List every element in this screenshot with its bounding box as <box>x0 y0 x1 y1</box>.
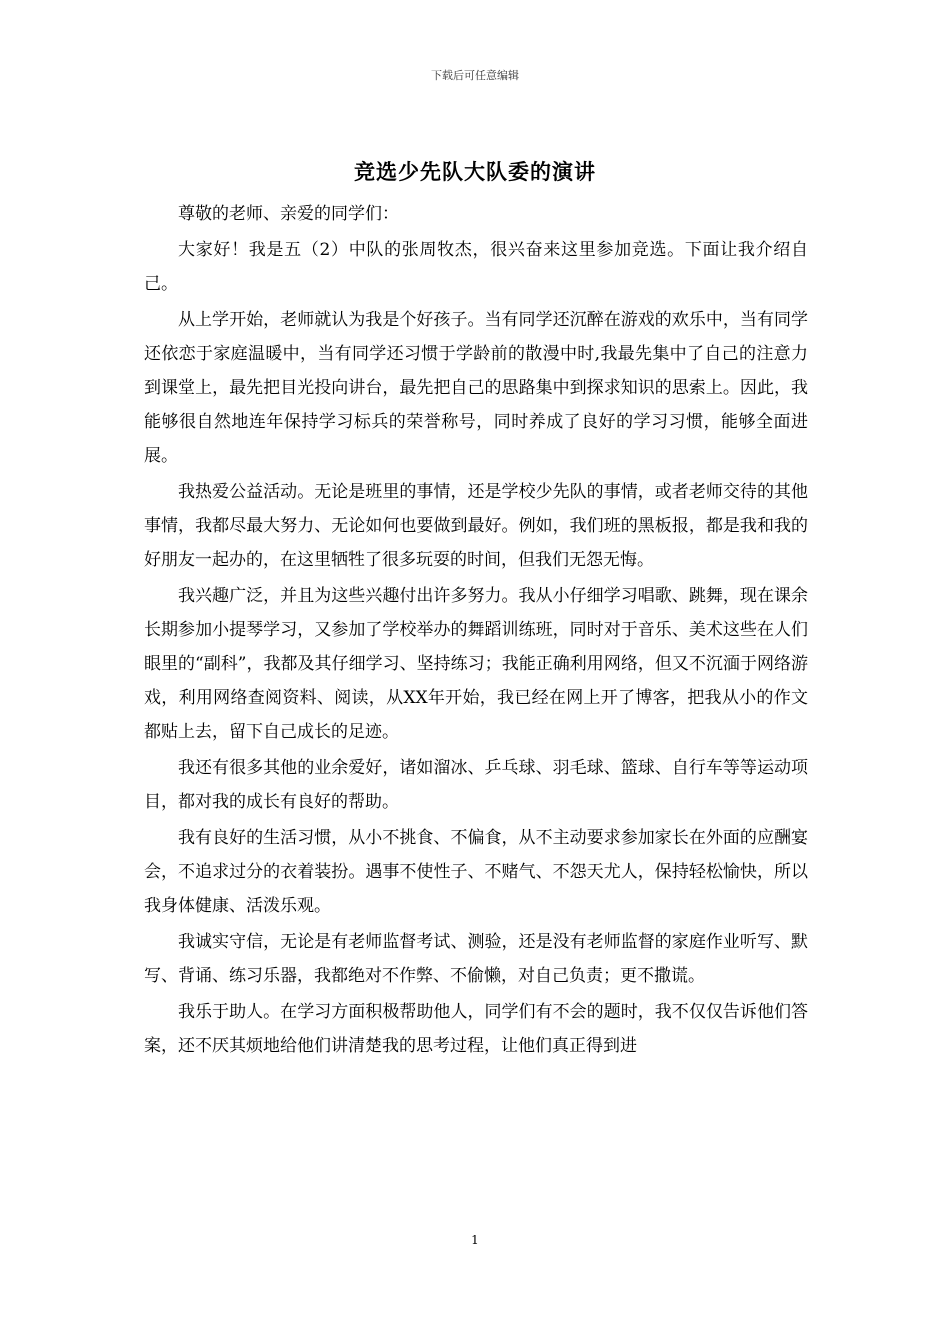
paragraph: 从上学开始，老师就认为我是个好孩子。当有同学还沉醉在游戏的欢乐中，当有同学还依恋于家庭温暖中，当有同学还习惯于学龄前的散漫中时,我最先集中了自己的注意力到课堂上，最先把目光投向讲台，最先把自己的思路集中到探求知识的思索上。因此，我能够很自然地连年保持学习标兵的荣誉称号，同时养成了良好的学习习惯，能够全面进展。 <box>144 310 808 466</box>
page-number: 1 <box>471 1233 479 1247</box>
header-note: 下载后可任意编辑 <box>431 69 519 82</box>
paragraph: 我乐于助人。在学习方面积极帮助他人，同学们有不会的题时，我不仅仅告诉他们答案，还不厌其烦地给他们讲清楚我的思考过程，让他们真正得到进 <box>144 1002 808 1056</box>
paragraph: 我热爱公益活动。无论是班里的事情，还是学校少先队的事情，或者老师交待的其他事情，我都尽最大努力、无论如何也要做到最好。例如，我们班的黑板报，都是我和我的好朋友一起办的，在这里牺牲了很多玩耍的时间，但我们无怨无悔。 <box>144 482 808 570</box>
document-title: 竞选少先队大队委的演讲 <box>354 159 596 184</box>
paragraph: 我有良好的生活习惯，从小不挑食、不偏食，从不主动要求参加家长在外面的应酬宴会，不追求过分的衣着装扮。遇事不使性子、不赌气、不怨天尤人，保持轻松愉快，所以我身体健康、活泼乐观。 <box>144 828 808 916</box>
paragraph: 我还有很多其他的业余爱好，诸如溜冰、乒乓球、羽毛球、篮球、自行车等等运动项目，都对我的成长有良好的帮助。 <box>144 758 808 812</box>
paragraph: 我兴趣广泛，并且为这些兴趣付出许多努力。我从小仔细学习唱歌、跳舞，现在课余长期参加小提琴学习，又参加了学校举办的舞蹈训练班，同时对于音乐、美术这些在人们眼里的“副科”，我都及其仔细学习、坚持练习；我能正确利用网络，但又不沉湎于网络游戏，利用网络查阅资料、阅读，从XX年开始，我已经在网上开了博客，把我从小的作文都贴上去，留下自己成长的足迹。 <box>144 586 808 742</box>
paragraph: 大家好！我是五（2）中队的张周牧杰，很兴奋来这里参加竞选。下面让我介绍自己。 <box>144 240 808 294</box>
document-body <box>144 197 808 1065</box>
paragraph: 我诚实守信，无论是有老师监督考试、测验，还是没有老师监督的家庭作业听写、默写、背诵、练习乐器，我都绝对不作弊、不偷懒，对自己负责；更不撒谎。 <box>144 932 808 986</box>
paragraph: 尊敬的老师、亲爱的同学们： <box>178 204 399 224</box>
